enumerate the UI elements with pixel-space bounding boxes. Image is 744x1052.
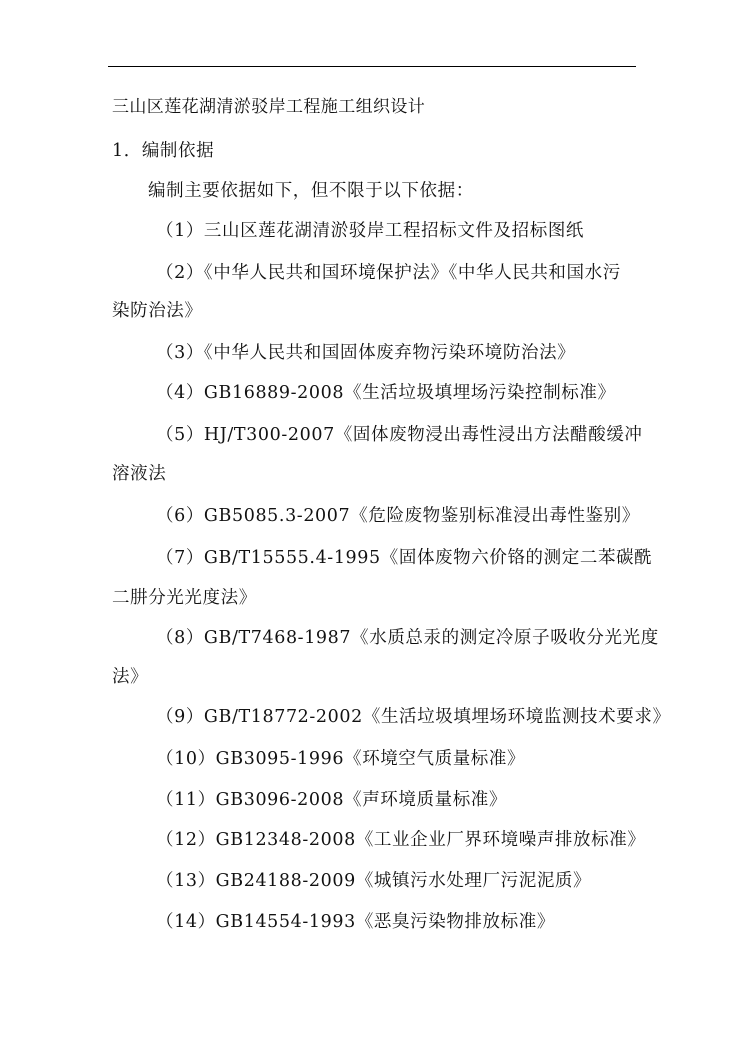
basis-item-1: （1）三山区莲花湖清淤驳岸工程招标文件及招标图纸: [156, 221, 585, 241]
basis-item-8: （8）GB/T7468-1987《水质总汞的测定冷原子吸收分光光度: [156, 628, 659, 648]
basis-item-5: （5）HJ/T300-2007《固体废物浸出毒性浸出方法醋酸缓冲: [156, 425, 643, 445]
intro-paragraph: 编制主要依据如下，但不限于以下依据：: [148, 181, 474, 201]
section-heading: 1．编制依据: [112, 141, 215, 161]
basis-item-12: （12）GB12348-2008《工业企业厂界环境噪声排放标准》: [156, 830, 646, 850]
basis-item-2-continuation: 染防治法》: [112, 301, 203, 321]
document-title: 三山区莲花湖清淤驳岸工程施工组织设计: [112, 97, 426, 117]
basis-item-8-continuation: 法》: [112, 667, 149, 687]
basis-item-14: （14）GB14554-1993《恶臭污染物排放标准》: [156, 912, 555, 932]
basis-item-6: （6）GB5085.3-2007《危险废物鉴别标准浸出毒性鉴别》: [156, 506, 640, 526]
basis-item-5-continuation: 溶液法: [112, 464, 167, 484]
basis-item-7-continuation: 二肼分光光度法》: [112, 588, 257, 608]
basis-item-7: （7）GB/T15555.4-1995《固体废物六价铬的测定二苯碳酰: [156, 548, 653, 568]
basis-item-2: （2）《中华人民共和国环境保护法》《中华人民共和国水污: [156, 263, 621, 283]
basis-item-4: （4）GB16889-2008《生活垃圾填埋场污染控制标准》: [156, 383, 616, 403]
basis-item-3: （3）《中华人民共和国固体废弃物污染环境防治法》: [156, 343, 576, 363]
header-rule: [108, 66, 636, 67]
basis-item-10: （10）GB3095-1996《环境空气质量标准》: [156, 749, 526, 769]
basis-item-9: （9）GB/T18772-2002《生活垃圾填埋场环境监测技术要求》: [156, 707, 671, 727]
basis-item-11: （11）GB3096-2008《声环境质量标准》: [156, 790, 507, 810]
basis-item-13: （13）GB24188-2009《城镇污水处理厂污泥泥质》: [156, 871, 592, 891]
